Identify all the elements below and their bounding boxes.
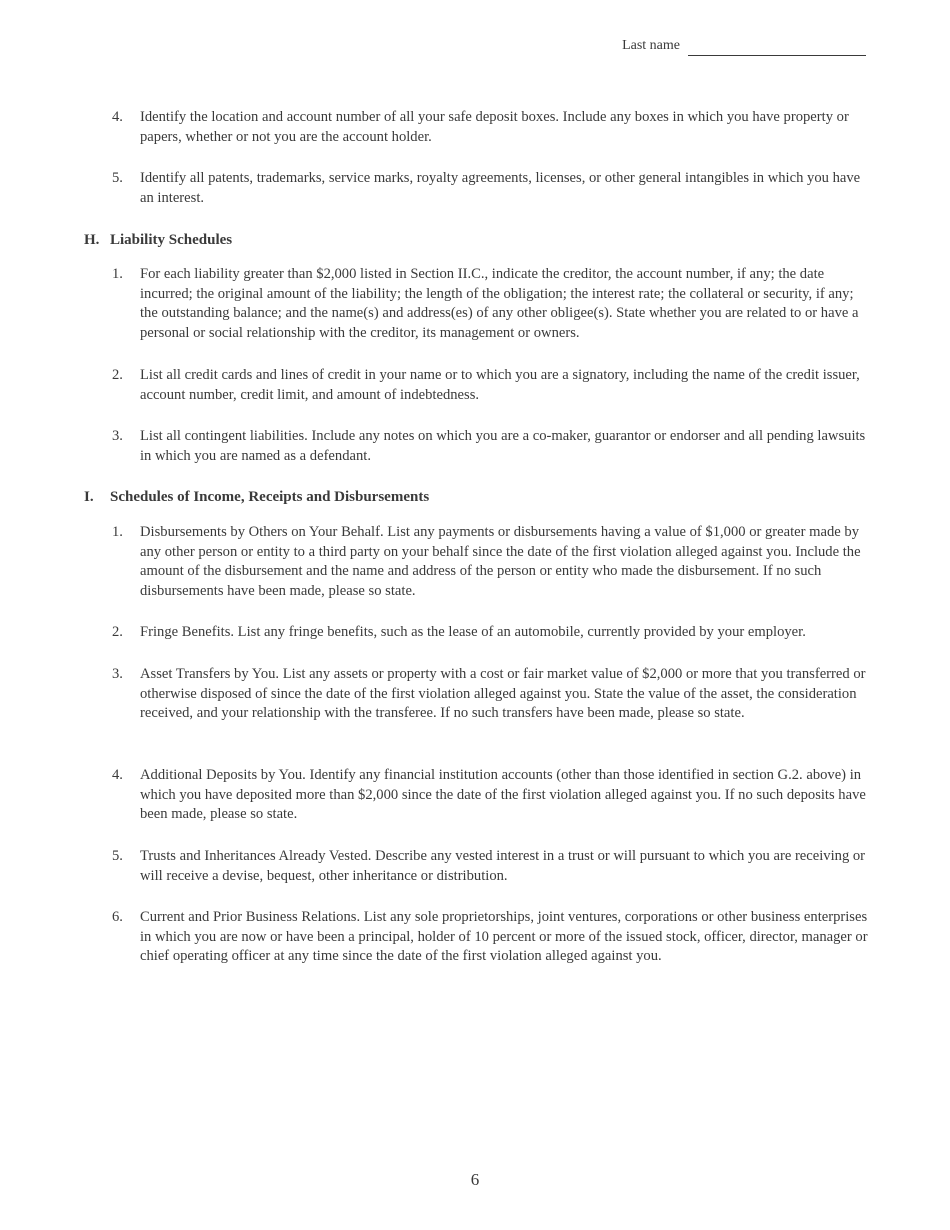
list-item-i3: [112, 665, 872, 724]
item-text: Fringe Benefits. List any fringe benefits, such as the lease of an automobile, currently provided by your employer.: [140, 624, 806, 640]
page-number: 6: [470, 1170, 480, 1189]
item-number: 5.: [112, 848, 123, 864]
item-number: 1.: [112, 524, 123, 540]
item-text: Current and Prior Business Relations. List any sole proprietorships, joint ventures, corporations or other business enterprises in which you are now or have been a principal, holder of 10 percent or more of the issued stock, officer, director, manager or chief operating officer at any time since the date of the first violation alleged against you.: [140, 909, 868, 965]
item-text: Trusts and Inheritances Already Vested. Describe any vested interest in a trust or will pursuant to which you are receiving or will receive a devise, bequest, other inheritance or distribution.: [140, 848, 866, 884]
section-heading-h: [84, 231, 232, 251]
section-heading-i: [84, 488, 429, 508]
item-number: 6.: [112, 909, 123, 925]
item-number: 2.: [112, 367, 123, 383]
item-text: Identify the location and account number of all your safe deposit boxes. Include any boxes in which you have property or papers, whether or not you are the account holder.: [140, 109, 849, 145]
item-number: 2.: [112, 624, 123, 640]
item-text: Additional Deposits by You. Identify any financial institution accounts (other than those identified in section G.2. above) in which you have deposited more than $2,000 since the date of the first violation alleged against you. If no such deposits have been made, please so state.: [140, 767, 866, 823]
last-name-label: Last name: [622, 38, 680, 53]
item-text: Disbursements by Others on Your Behalf. List any payments or disbursements having a value of $1,000 or greater made by any other person or entity to a third party on your behalf since the date of the first violation alleged against you. Include the amount of the disbursement and the name and address of the person or entity who made the disbursement. If no such disbursements have been made, please so state.: [140, 524, 861, 599]
section-letter: H.: [84, 232, 100, 248]
section-letter: I.: [84, 489, 94, 505]
list-item-i5: [112, 847, 872, 886]
item-number: 4.: [112, 109, 123, 125]
list-item-i1: [112, 523, 872, 601]
last-name-field: [622, 36, 866, 56]
section-title: Schedules of Income, Receipts and Disbursements: [110, 489, 430, 505]
item-number: 3.: [112, 666, 123, 682]
item-number: 4.: [112, 767, 123, 783]
item-text: List all credit cards and lines of credit in your name or to which you are a signatory, including the name of the credit issuer, account number, credit limit, and amount of indebtedness.: [140, 367, 860, 403]
item-text: For each liability greater than $2,000 listed in Section II.C., indicate the creditor, the account number, if any; the date incurred; the original amount of the liability; the length of the obligation; the interest rate; the collateral or security, if any; the outstanding balance; and the name(s) and address(es) of any other obligee(s). State whether you are related to or have a personal or social relationship with the creditor, its management or owners.: [140, 266, 859, 341]
item-number: 1.: [112, 266, 123, 282]
list-item-g5: [112, 169, 872, 208]
last-name-blank-line[interactable]: [688, 41, 866, 56]
item-text: Identify all patents, trademarks, service marks, royalty agreements, licenses, or other general intangibles in which you have an interest.: [140, 170, 861, 206]
item-number: 5.: [112, 170, 123, 186]
list-item-h3: [112, 427, 872, 466]
item-text: List all contingent liabilities. Include any notes on which you are a co-maker, guarantor or endorser and all pending lawsuits in which you are named as a defendant.: [140, 428, 866, 464]
item-number: 3.: [112, 428, 123, 444]
item-text: Asset Transfers by You. List any assets or property with a cost or fair market value of $2,000 or more that you transferred or otherwise disposed of since the date of the first violation alleged against you. State the value of the asset, the consideration received, and your relationship with the transferee. If no such transfers have been made, please so state.: [140, 666, 866, 722]
list-item-h2: [112, 366, 872, 405]
list-item-i4: [112, 766, 872, 825]
list-item-i6: [112, 908, 872, 967]
list-item-g4: [112, 108, 872, 147]
list-item-h1: [112, 265, 872, 343]
list-item-i2: [112, 623, 872, 643]
section-title: Liability Schedules: [110, 232, 233, 248]
